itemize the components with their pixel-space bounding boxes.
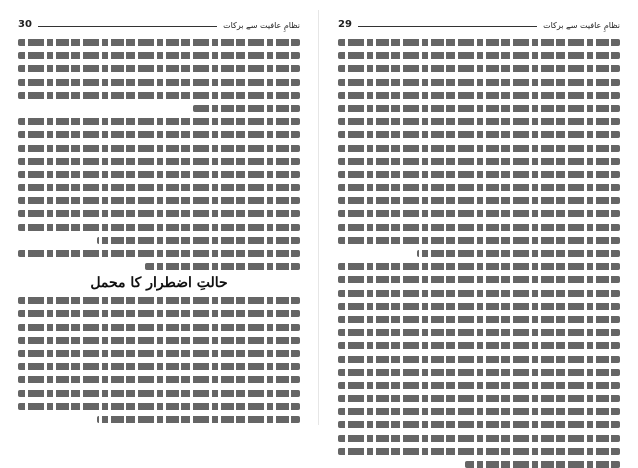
text-line <box>338 184 620 191</box>
text-line <box>338 158 620 165</box>
text-line <box>338 303 620 310</box>
text-line <box>18 39 300 46</box>
text-line <box>18 250 300 257</box>
text-line <box>338 197 620 204</box>
left-running-header <box>18 14 300 30</box>
text-line <box>338 408 620 415</box>
text-line <box>18 210 300 217</box>
text-line <box>338 290 620 297</box>
text-line <box>18 184 300 191</box>
text-line <box>417 250 620 257</box>
text-line <box>97 237 300 244</box>
text-line <box>18 92 300 99</box>
text-line <box>18 158 300 165</box>
text-line <box>338 421 620 428</box>
text-line <box>338 105 620 112</box>
section-heading: حالتِ اضطرار کا محمل <box>90 275 228 292</box>
left-body-text-bottom <box>18 297 300 423</box>
text-line <box>97 416 300 423</box>
text-line <box>338 210 620 217</box>
right-header-rule <box>358 26 537 27</box>
text-line <box>18 337 300 344</box>
left-page-number: 30 <box>18 19 32 30</box>
text-line <box>338 224 620 231</box>
right-running-title: نظامِ عافیت سے برکات <box>543 21 620 30</box>
text-line <box>338 448 620 455</box>
text-line <box>338 39 620 46</box>
text-line <box>338 52 620 59</box>
text-line <box>338 329 620 336</box>
text-line <box>338 92 620 99</box>
text-line <box>18 390 300 397</box>
text-line <box>338 382 620 389</box>
text-line <box>338 171 620 178</box>
text-line <box>18 310 300 317</box>
text-line <box>18 197 300 204</box>
text-line <box>338 342 620 349</box>
text-line <box>338 356 620 363</box>
text-line <box>18 403 300 410</box>
left-body-text-top <box>18 39 300 270</box>
text-line <box>18 324 300 331</box>
text-line <box>465 461 620 468</box>
text-line <box>18 363 300 370</box>
text-line <box>18 65 300 72</box>
text-line <box>338 435 620 442</box>
text-line <box>338 276 620 283</box>
text-line <box>18 376 300 383</box>
text-line <box>18 79 300 86</box>
right-body-text <box>338 39 620 468</box>
text-line <box>18 224 300 231</box>
left-page <box>0 0 314 433</box>
text-line <box>18 131 300 138</box>
text-line <box>145 263 300 270</box>
text-line <box>338 395 620 402</box>
text-line <box>18 297 300 304</box>
right-running-header <box>338 14 620 30</box>
left-header-rule <box>38 26 217 27</box>
text-line <box>338 145 620 152</box>
right-page-number: 29 <box>338 19 352 30</box>
text-line <box>193 105 300 112</box>
text-line <box>18 171 300 178</box>
text-line <box>18 52 300 59</box>
left-running-title: نظامِ عافیت سے برکات <box>223 21 300 30</box>
text-line <box>338 118 620 125</box>
text-line <box>338 131 620 138</box>
page-gutter <box>318 10 319 425</box>
text-line <box>338 316 620 323</box>
right-page <box>324 0 638 433</box>
text-line <box>18 145 300 152</box>
text-line <box>338 237 620 244</box>
text-line <box>338 65 620 72</box>
text-line <box>338 79 620 86</box>
text-line <box>18 350 300 357</box>
text-line <box>18 118 300 125</box>
text-line <box>338 263 620 270</box>
text-line <box>338 369 620 376</box>
